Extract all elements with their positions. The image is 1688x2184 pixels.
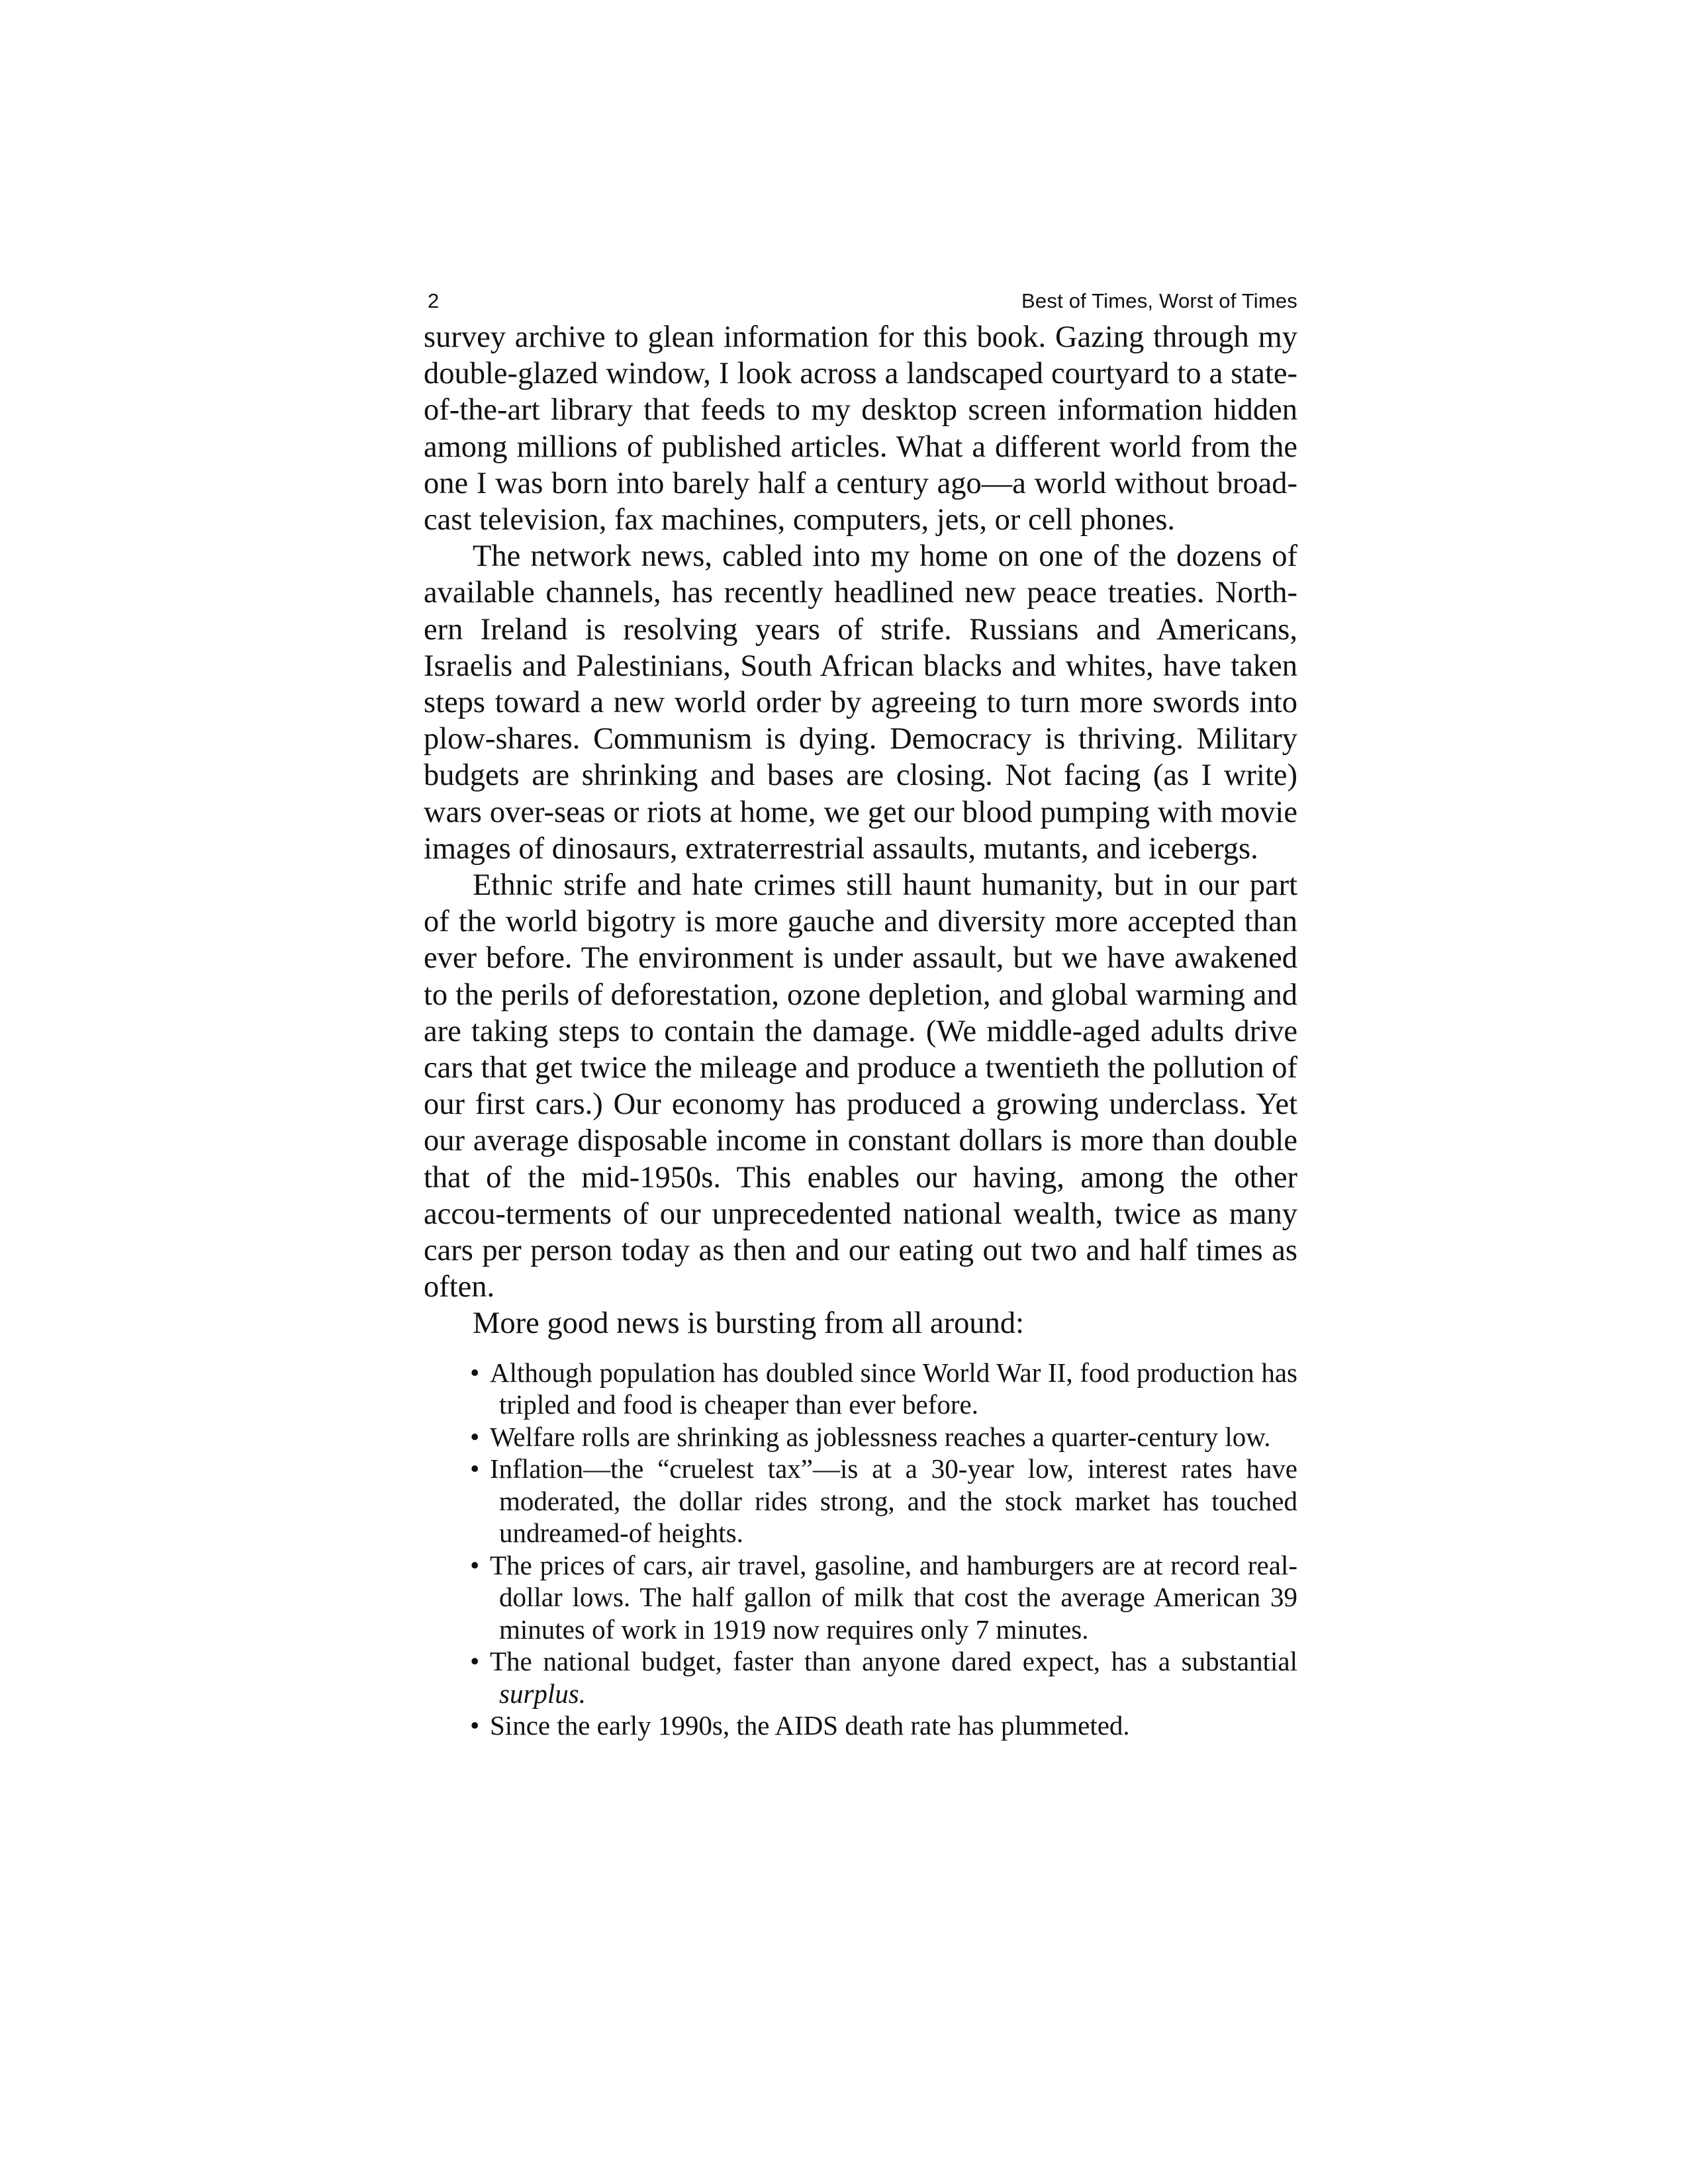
list-item <box>470 1421 1297 1453</box>
list-item-text: Although population has doubled since World War II, food production has tripled and food is cheaper than ever before. <box>490 1357 1297 1420</box>
list-item-text: Since the early 1990s, the AIDS death rate has plummeted. <box>490 1710 1130 1741</box>
list-item-text: The national budget, faster than anyone dared expect, has a substantial <box>490 1646 1297 1677</box>
bullet-marker: • <box>470 1453 480 1484</box>
bullet-marker: • <box>470 1710 480 1741</box>
book-page <box>424 285 1297 1742</box>
list-item <box>470 1709 1297 1742</box>
paragraph-continued: survey archive to glean information for this book. Gazing through my double-glazed window, I look across a landscaped courtyard to a state-of-the-art library that feeds to my desktop screen information hidden among millions of published articles. What a different world from the one I was born into barely half a century ago—a world without broad-cast television, fax machines, computers, jets, or cell phones. <box>424 320 1297 537</box>
list-item <box>470 1357 1297 1421</box>
running-head <box>424 285 1297 318</box>
bullet-marker: • <box>470 1357 480 1388</box>
emphasized-word: surplus. <box>499 1678 586 1709</box>
bullet-marker: • <box>470 1549 480 1580</box>
list-item-text: Inflation—the “cruelest tax”—is at a 30-year low, interest rates have moderated, the dollar rides strong, and the stock market has touched undreamed-of heights. <box>490 1453 1297 1549</box>
running-title: Best of Times, Worst of Times <box>1021 289 1297 312</box>
list-item <box>470 1645 1297 1709</box>
good-news-list <box>424 1357 1297 1742</box>
list-item-text: The prices of cars, air travel, gasoline, and hamburgers are at record real-dollar lows. The half gallon of milk that cost the average American 39 minutes of work in 1919 now requires only 7 minutes. <box>490 1549 1297 1645</box>
page-number: 2 <box>428 289 440 312</box>
paragraph-good-news-intro: More good news is bursting from all around: <box>473 1306 1025 1341</box>
list-item-text: Welfare rolls are shrinking as joblessness reaches a quarter-century low. <box>490 1421 1271 1452</box>
list-item <box>470 1453 1297 1549</box>
paragraph-network-news: The network news, cabled into my home on one of the dozens of available channels, has recently headlined new peace treaties. North-ern Ireland is resolving years of strife. Russians and Americans, Israelis and Palestinians, South African blacks and whites, have taken steps toward a new world order by agreeing to turn more swords into plow-shares. Communism is dying. Democracy is thriving. Military budgets are shrinking and bases are closing. Not facing (as I write) wars over-seas or riots at home, we get our blood pumping with movie images of dinosaurs, extraterrestrial assaults, mutants, and icebergs. <box>424 539 1297 866</box>
bullet-marker: • <box>470 1421 480 1452</box>
list-item <box>470 1549 1297 1646</box>
bullet-marker: • <box>470 1646 480 1677</box>
paragraph-ethnic-strife: Ethnic strife and hate crimes still haunt humanity, but in our part of the world bigotry is more gauche and diversity more accepted than ever before. The environment is under assault, but we have awakened to the perils of deforestation, ozone depletion, and global warming and are taking steps to contain the damage. (We middle-aged adults drive cars that get twice the mileage and produce a twentieth the pollution of our first cars.) Our economy has produced a growing underclass. Yet our average disposable income in constant dollars is more than double that of the mid-1950s. This enables our having, among the other accou-terments of our unprecedented national wealth, twice as many cars per person today as then and our eating out two and half times as often. <box>424 868 1297 1304</box>
body-text <box>424 319 1297 1342</box>
